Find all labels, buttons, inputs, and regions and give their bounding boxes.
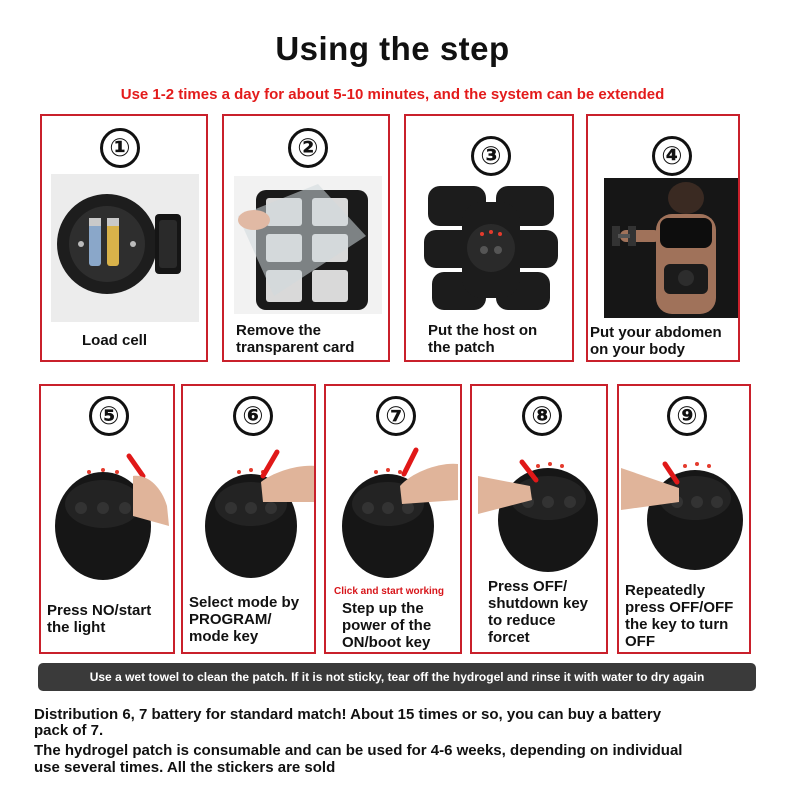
caption-line: ON/boot key: [342, 634, 431, 651]
step-5-card: [39, 384, 175, 654]
step-9-card: [617, 384, 751, 654]
step-number: ⑧: [522, 396, 562, 436]
note-line: Distribution 6, 7 battery for standard match! About 15 times or so, you can buy a battery: [34, 706, 662, 723]
step-number: ⑥: [233, 396, 273, 436]
caption-line: Put your abdomen: [590, 324, 722, 341]
caption-line: the patch: [428, 339, 495, 356]
battery-compartment-image: [51, 174, 199, 322]
note-line: The hydrogel patch is consumable and can be used for 4-6 weeks, depending on individual: [34, 742, 683, 759]
device-press-image: [51, 446, 169, 582]
step-note: Click and start working: [334, 586, 445, 597]
step-caption: [47, 602, 151, 636]
step-3-card: [404, 114, 574, 362]
step-caption: [590, 324, 722, 358]
note-line: use several times. All the stickers are sold: [34, 759, 336, 776]
caption-line: Step up the: [342, 600, 424, 617]
caption-line: on your body: [590, 341, 685, 358]
step-2-card: [222, 114, 390, 362]
caption-line: shutdown key: [488, 595, 589, 612]
device-power-image: [340, 442, 458, 580]
caption-line: Load cell: [82, 332, 148, 349]
caption-line: forcet: [488, 629, 530, 646]
page-title: Using the step: [275, 30, 510, 67]
caption-line: the light: [47, 619, 106, 636]
patch-film-image: [234, 176, 382, 314]
host-on-patch-image: [414, 182, 568, 316]
step-number: ③: [471, 136, 511, 176]
caption-line: OFF: [625, 633, 655, 650]
caption-line: press OFF/OFF: [625, 599, 734, 616]
caption-line: mode key: [189, 628, 259, 645]
page-subtitle: Use 1-2 times a day for about 5-10 minutes, and the system can be extended: [120, 86, 665, 103]
caption-line: transparent card: [236, 339, 355, 356]
step-8-card: [470, 384, 608, 654]
step-caption: [625, 582, 733, 650]
step-number: ⑤: [89, 396, 129, 436]
device-mode-image: [203, 442, 315, 580]
step-caption: [342, 600, 431, 651]
step-caption: [189, 594, 299, 645]
caption-line: power of the: [342, 617, 432, 634]
step-caption: [82, 332, 147, 349]
caption-line: Put the host on: [428, 322, 538, 339]
step-1-card: [40, 114, 208, 362]
step-caption: [236, 322, 354, 356]
cleaning-banner: Use a wet towel to clean the patch. If it is not sticky, tear off the hydrogel and rinse it with water to dry again: [38, 663, 756, 691]
caption-line: Press NO/start: [47, 602, 152, 619]
caption-line: to reduce: [488, 612, 556, 629]
step-6-card: [181, 384, 316, 654]
caption-line: PROGRAM/: [189, 611, 272, 628]
device-reduce-image: [478, 442, 604, 572]
step-number: ①: [100, 128, 140, 168]
step-number: ⑦: [376, 396, 416, 436]
step-number: ④: [652, 136, 692, 176]
caption-line: Select mode by: [189, 594, 300, 611]
step-caption: [428, 322, 537, 356]
woman-wearing-patch-image: [604, 178, 740, 318]
step-7-card: [324, 384, 462, 654]
step-4-card: [586, 114, 740, 362]
device-off-image: [621, 442, 749, 572]
step-number: ②: [288, 128, 328, 168]
caption-line: the key to turn: [625, 616, 729, 633]
caption-line: Press OFF/: [488, 578, 568, 595]
caption-line: Remove the: [236, 322, 322, 339]
caption-line: Repeatedly: [625, 582, 706, 599]
step-number: ⑨: [667, 396, 707, 436]
note-line: pack of 7.: [34, 722, 104, 739]
step-caption: [488, 578, 588, 646]
